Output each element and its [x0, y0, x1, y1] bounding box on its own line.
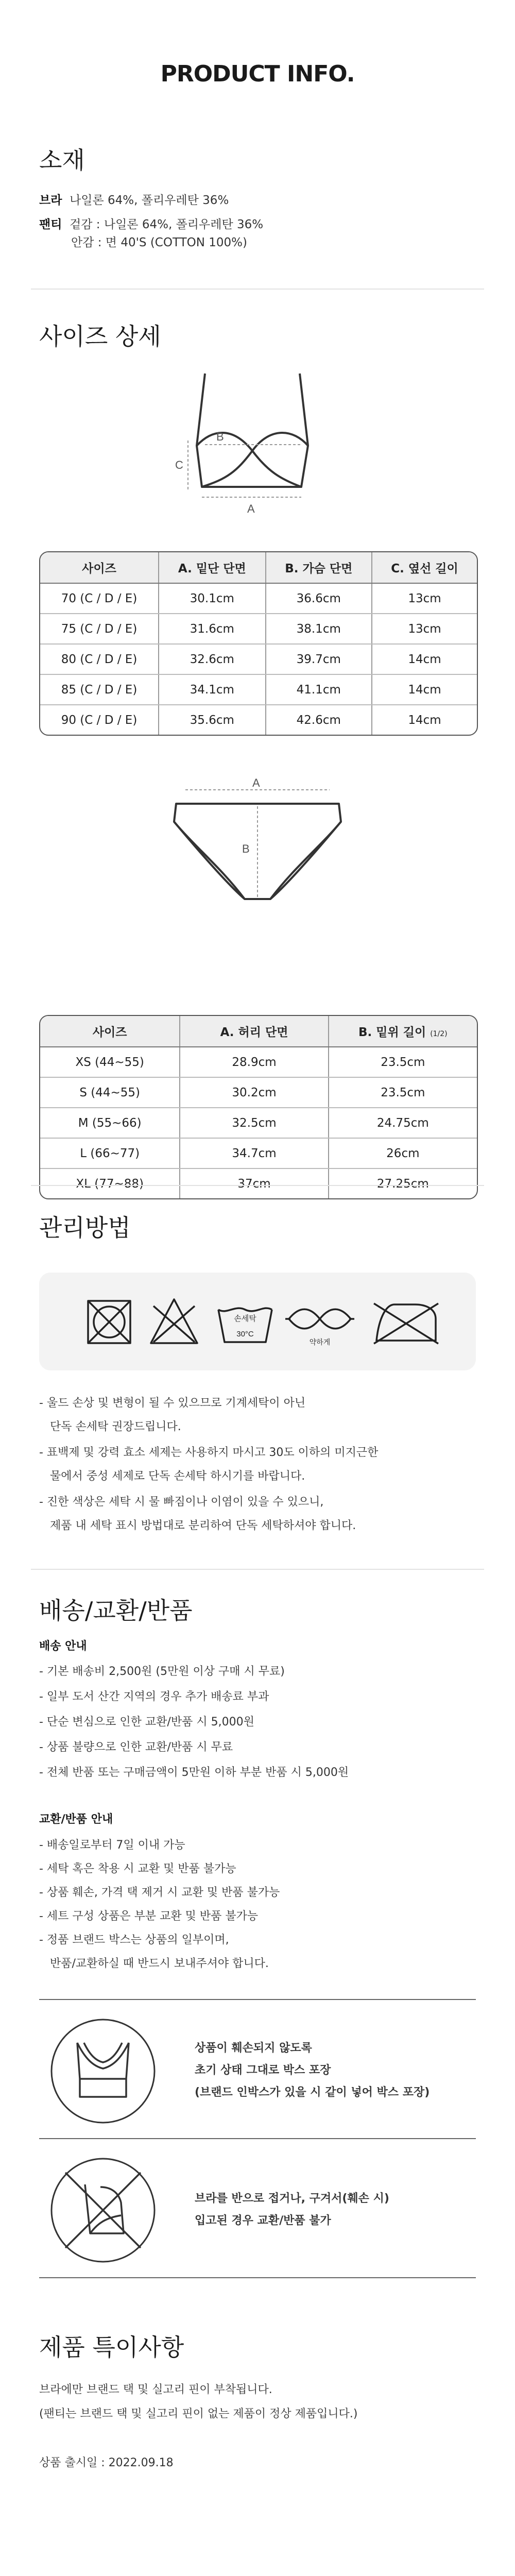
cell: 39.7cm	[266, 644, 372, 674]
fold-notice-line: 입고된 경우 교환/반품 불가	[195, 2214, 331, 2227]
bra-diagram	[165, 368, 350, 523]
panty-inner: 안감 : 면 40'S (COTTON 100%)	[71, 236, 248, 249]
cell: 31.6cm	[159, 614, 266, 644]
cell: 90 (C / D / E)	[40, 705, 159, 735]
bra-label-a: A	[247, 502, 255, 515]
exchange-item: - 정품 브랜드 박스는 상품의 일부이며,	[39, 1934, 229, 1946]
exchange-item: - 상품 훼손, 가격 택 제거 시 교환 및 반품 불가능	[39, 1886, 280, 1899]
delivery-item: - 단순 변심으로 인한 교환/반품 시 5,000원	[39, 1716, 254, 1728]
no-iron-icon	[374, 1303, 438, 1344]
table-row	[40, 1168, 477, 1198]
cell: 26cm	[329, 1138, 477, 1168]
material-panty	[39, 219, 263, 231]
column-header-label: B. 밑위 길이	[358, 1026, 426, 1039]
wring-label: 약하게	[309, 1338, 331, 1346]
delivery-item: - 기본 배송비 2,500원 (5만원 이상 구매 시 무료)	[39, 1665, 285, 1678]
cell: 80 (C / D / E)	[40, 644, 159, 674]
box-notice-line: 상품이 훼손되지 않도록	[195, 2042, 312, 2055]
shipping-title: 배송/교환/반품	[39, 1597, 193, 1624]
material-bra	[39, 195, 229, 207]
cell: 36.6cm	[266, 583, 372, 614]
special-line: (팬티는 브랜드 택 및 실고리 핀이 없는 제품이 정상 제품입니다.)	[39, 2408, 358, 2420]
care-note: - 표백제 및 강력 효소 세제는 사용하지 마시고 30도 이하의 미지근한	[39, 1446, 379, 1459]
exchange-item: - 세탁 혹은 착용 시 교환 및 반품 불가능	[39, 1862, 236, 1875]
panty-size-table	[39, 1015, 478, 1199]
panty-label-a: A	[252, 776, 260, 789]
care-note: - 울드 손상 및 변형이 될 수 있으므로 기계세탁이 아닌	[39, 1397, 306, 1410]
panty-label: 팬티	[39, 218, 62, 231]
column-header: B. 가슴 단면	[266, 552, 372, 583]
divider	[31, 1185, 484, 1186]
cell: 23.5cm	[329, 1047, 477, 1077]
table-row	[40, 614, 477, 644]
care-note: - 진한 색상은 세탁 시 물 빠짐이나 이염이 있을 수 있으니,	[39, 1496, 324, 1509]
table-row	[40, 1108, 477, 1138]
no-bleach-icon	[151, 1299, 197, 1343]
special-title: 제품 특이사항	[39, 2333, 184, 2361]
care-icons-box	[39, 1273, 476, 1370]
cell: 75 (C / D / E)	[40, 614, 159, 644]
cell: M (55~66)	[40, 1108, 180, 1138]
box-notice-line: 초기 상태 그대로 박스 포장	[195, 2064, 331, 2077]
care-note: 제품 내 세탁 표시 방법대로 분리하여 단독 세탁하셔야 합니다.	[50, 1519, 356, 1532]
page-title: PRODUCT INFO.	[160, 61, 355, 87]
cell: 27.25cm	[376, 1177, 429, 1191]
cell: 24.75cm	[329, 1108, 477, 1138]
exchange-item: - 배송일로부터 7일 이내 가능	[39, 1839, 185, 1852]
panty-diagram	[165, 775, 350, 914]
cell: 14cm	[408, 713, 441, 727]
no-fold-icon	[49, 2156, 157, 2264]
cell: 14cm	[372, 644, 477, 674]
care-note: 물에서 중성 세제로 단독 손세탁 하시기를 바랍니다.	[50, 1470, 305, 1483]
column-header: A. 밑단 단면	[159, 552, 266, 583]
wring-gently-icon	[285, 1309, 354, 1329]
cell: 34.1cm	[159, 674, 266, 705]
cell: 28.9cm	[180, 1047, 328, 1077]
cell: 85 (C / D / E)	[40, 674, 159, 705]
cell: XS (44~55)	[40, 1047, 180, 1077]
column-header: 사이즈	[40, 552, 159, 583]
cell: 32.5cm	[180, 1108, 328, 1138]
cell: 35.6cm	[159, 705, 266, 735]
table-row	[40, 705, 477, 735]
bra-label: 브라	[39, 194, 62, 207]
size-detail-title: 사이즈 상세	[39, 323, 161, 350]
notice-divider	[39, 2138, 476, 2139]
cell: L (66~77)	[40, 1138, 180, 1168]
release-date: 상품 출시일 : 2022.09.18	[39, 2456, 174, 2469]
exchange-item: - 세트 구성 상품은 부분 교환 및 반품 불가능	[39, 1910, 259, 1923]
handwash-label: 손세탁	[234, 1314, 256, 1323]
bra-value: 나일론 64%, 폴리우레탄 36%	[70, 194, 229, 207]
exchange-title: 교환/반품 안내	[39, 1813, 113, 1826]
cell: 37cm	[180, 1168, 328, 1198]
material-title: 소재	[39, 146, 85, 174]
fold-notice-line: 브라를 반으로 접거나, 구겨서(훼손 시)	[195, 2192, 389, 2205]
cell: 32.6cm	[159, 644, 266, 674]
cell: 34.7cm	[180, 1138, 328, 1168]
divider	[31, 1569, 484, 1570]
cell: 41.1cm	[266, 674, 372, 705]
table-row	[40, 1138, 477, 1168]
divider	[31, 289, 484, 290]
cell: 30.1cm	[159, 583, 266, 614]
bra-label-b: B	[216, 430, 224, 443]
delivery-item: - 상품 불량으로 인한 교환/반품 시 무료	[39, 1741, 233, 1754]
special-line: 브라에만 브랜드 택 및 실고리 핀이 부착됩니다.	[39, 2383, 272, 2396]
cell: 23.5cm	[329, 1077, 477, 1108]
care-note: 단독 손세탁 권장드립니다.	[50, 1420, 181, 1433]
handwash-temp: 30°C	[236, 1330, 254, 1338]
delivery-title: 배송 안내	[39, 1640, 87, 1653]
bra-box-icon	[49, 2017, 157, 2125]
table-row	[40, 1077, 477, 1108]
cell: 38.1cm	[266, 614, 372, 644]
care-title: 관리방법	[39, 1214, 131, 1242]
column-header	[329, 1016, 477, 1047]
delivery-item: - 전체 반품 또는 구매금액이 5만원 이하 부분 반품 시 5,000원	[39, 1766, 349, 1779]
column-header: 사이즈	[40, 1016, 180, 1047]
table-row	[40, 583, 477, 614]
panty-label-b: B	[242, 842, 250, 855]
box-notice-line: (브랜드 인박스가 있을 시 같이 넣어 박스 포장)	[195, 2086, 430, 2099]
no-tumble-dry-icon	[88, 1301, 130, 1343]
panty-outer: 겉감 : 나일론 64%, 폴리우레탄 36%	[70, 218, 264, 231]
cell: 42.6cm	[266, 705, 372, 735]
table-row	[40, 1047, 477, 1077]
bra-size-table	[39, 551, 478, 736]
notice-divider	[39, 1999, 476, 2000]
column-header: A. 허리 단면	[180, 1016, 328, 1047]
column-header-note: (1/2)	[430, 1030, 448, 1038]
cell: S (44~55)	[40, 1077, 180, 1108]
table-row	[40, 644, 477, 674]
column-header: C. 옆선 길이	[372, 552, 477, 583]
cell: 30.2cm	[180, 1077, 328, 1108]
table-row	[40, 674, 477, 705]
cell: XL (77~88)	[40, 1168, 180, 1198]
delivery-item: - 일부 도서 산간 지역의 경우 추가 배송료 부과	[39, 1690, 269, 1703]
cell: 13cm	[372, 583, 477, 614]
exchange-item: 반품/교환하실 때 반드시 보내주셔야 합니다.	[50, 1957, 269, 1970]
table-header-row	[40, 1016, 477, 1047]
table-header-row	[40, 552, 477, 583]
notice-divider	[39, 2277, 476, 2278]
bra-label-c: C	[175, 459, 183, 471]
cell: 13cm	[372, 614, 477, 644]
cell: 14cm	[372, 674, 477, 705]
cell: 70 (C / D / E)	[40, 583, 159, 614]
